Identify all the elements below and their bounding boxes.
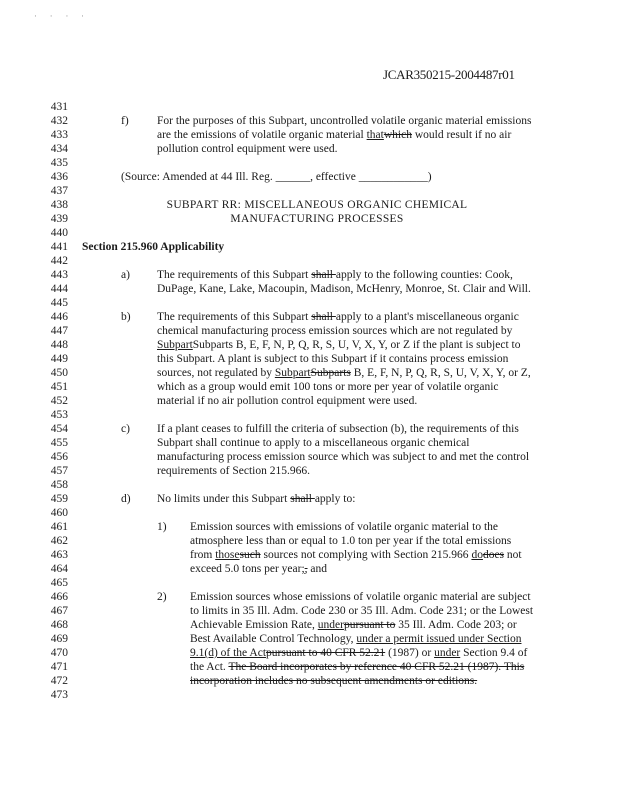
line-number: 464	[50, 563, 68, 575]
line-number: 451	[50, 381, 68, 393]
text-run: sources not complying with Section 215.966	[260, 549, 472, 561]
para-b-line-2: chemical manufacturing process emission sources which are not regulated by	[157, 325, 513, 337]
deleted-text: shall	[311, 269, 336, 281]
deleted-text: Subparts	[310, 367, 351, 379]
para-d1-line-4	[190, 562, 327, 576]
line-number: 450	[50, 367, 68, 379]
deleted-text: such	[239, 549, 261, 561]
text-run: 35 Ill. Adm. Code 203; or	[395, 619, 517, 631]
deleted-text: pursuant to	[343, 619, 396, 631]
line-number: 459	[50, 493, 68, 505]
subpart-heading-line-2: MANUFACTURING PROCESSES	[230, 213, 404, 225]
para-f-label: f)	[121, 115, 129, 127]
line-number: 470	[50, 647, 68, 659]
deleted-text: The Board incorporates by reference 40 CFR 52.21 (1987). This	[228, 661, 525, 673]
para-d2-line-3	[190, 618, 517, 632]
para-d1-line-2: atmosphere less than or equal to 1.0 ton per year if the total emissions	[190, 535, 512, 547]
line-number: 432	[50, 115, 68, 127]
para-b-line-6: which as a group would emit 100 tons or more per year of volatile organic	[157, 381, 499, 393]
line-number: 436	[50, 171, 68, 183]
document-id: JCAR350215-2004487r01	[383, 67, 515, 82]
line-number: 455	[50, 437, 68, 449]
line-number: 469	[50, 633, 68, 645]
para-b-line-1	[157, 310, 519, 324]
para-d1-line-3	[190, 548, 522, 562]
blank-line: ____________	[358, 171, 428, 183]
line-number: 453	[50, 409, 68, 421]
para-b-line-4: this Subpart. A plant is subject to this Subpart if it contains process emission	[157, 353, 509, 365]
line-number: 446	[50, 311, 68, 323]
para-b-line-5	[157, 366, 531, 380]
para-d2-line-4	[190, 632, 521, 646]
line-number: 467	[50, 605, 68, 617]
line-number: 444	[50, 283, 68, 295]
deleted-text: pursuant to 40 CFR 52.21	[266, 647, 386, 659]
text-run: Achievable Emission Rate,	[190, 619, 318, 631]
deleted-text: shall	[290, 493, 315, 505]
line-number: 471	[50, 661, 68, 673]
text-run: sources, not regulated by	[157, 367, 275, 379]
para-b-line-7: material if no air pollution control equipment were used.	[157, 395, 418, 407]
para-d1-label: 1)	[157, 521, 167, 533]
text-run: (1987) or	[385, 647, 435, 659]
line-number: 454	[50, 423, 68, 435]
line-number: 457	[50, 465, 68, 477]
line-number: 435	[50, 157, 68, 169]
para-a-line-1	[157, 268, 513, 282]
deleted-text-plain: Subparts	[192, 339, 234, 351]
text-run: would result if no air	[411, 129, 512, 141]
text-run: apply to:	[314, 493, 356, 505]
line-number: 468	[50, 619, 68, 631]
line-number: 466	[50, 591, 68, 603]
inserted-text: under a permit issued under Section	[356, 633, 522, 645]
deleted-text: does	[482, 549, 505, 561]
line-number: 433	[50, 129, 68, 141]
inserted-text: ;	[301, 563, 305, 575]
para-c-line-2: Subpart shall continue to apply to a miscellaneous organic chemical	[157, 437, 470, 449]
text-run: Section 9.4 of	[460, 647, 528, 659]
text-run: The requirements of this Subpart	[157, 311, 312, 323]
section-heading: Section 215.960 Applicability	[82, 241, 225, 253]
para-f-line-1: For the purposes of this Subpart, uncontrolled volatile organic material emissions	[157, 115, 532, 127]
inserted-text: those	[215, 549, 240, 561]
text-run: (Source: Amended at 44 Ill. Reg.	[121, 171, 276, 183]
para-c-label: c)	[121, 423, 130, 435]
line-number: 445	[50, 297, 68, 309]
text-run: Best Available Control Technology,	[190, 633, 357, 645]
line-number: 458	[50, 479, 68, 491]
text-run: No limits under this Subpart	[157, 493, 291, 505]
line-number: 448	[50, 339, 68, 351]
inserted-text: under	[434, 647, 461, 659]
line-number: 472	[50, 675, 68, 687]
text-run: from	[190, 549, 216, 561]
text-run: B, E, F, N, P, Q, R, S, U, V, X, Y, or Z,	[350, 367, 531, 379]
inserted-text: 9.1(d) of the Act	[190, 647, 267, 659]
para-d-label: d)	[121, 493, 131, 505]
inserted-text: Subpart	[157, 339, 193, 351]
line-number: 438	[50, 199, 68, 211]
para-b-line-3	[157, 338, 520, 352]
text-run: the Act.	[190, 661, 229, 673]
para-d-line-1	[157, 492, 355, 506]
line-number: 465	[50, 577, 68, 589]
source-note	[121, 170, 432, 184]
line-number: 461	[50, 521, 68, 533]
para-d1-line-1: Emission sources with emissions of volatile organic material to the	[190, 521, 498, 533]
para-c-line-1: If a plant ceases to fulfill the criteria of subsection (b), the requirements of this	[157, 423, 519, 435]
inserted-text: do	[471, 549, 483, 561]
line-number: 431	[50, 101, 68, 113]
line-number: 434	[50, 143, 68, 155]
para-c-line-4: requirements of Section 215.966.	[157, 465, 310, 477]
inserted-text: Subpart	[274, 367, 311, 379]
line-number: 443	[50, 269, 68, 281]
inserted-text: that	[366, 129, 384, 141]
para-d2-line-1: Emission sources whose emissions of volatile organic material are subject	[190, 591, 531, 603]
text-run: , effective	[310, 171, 359, 183]
text-run: B, E, F, N, P, Q, R, S, U, V, X, Y, or Z if the plant is subject to	[233, 339, 521, 351]
blank-line: ______	[275, 171, 311, 183]
line-number: 439	[50, 213, 68, 225]
line-number: 449	[50, 353, 68, 365]
inserted-text: under	[317, 619, 344, 631]
para-d2-label: 2)	[157, 591, 167, 603]
text-run: apply to the following counties: Cook,	[335, 269, 513, 281]
line-number: 456	[50, 451, 68, 463]
line-number: 463	[50, 549, 68, 561]
text-run: are the emissions of volatile organic material	[157, 129, 367, 141]
para-f-line-2	[157, 128, 511, 142]
deleted-text: which	[383, 129, 412, 141]
line-number: 473	[50, 689, 68, 701]
text-run: and	[307, 563, 327, 575]
para-a-line-2: DuPage, Kane, Lake, Macoupin, Madison, McHenry, Monroe, St. Clair and Will.	[157, 283, 531, 295]
line-number: 447	[50, 325, 68, 337]
para-d2-line-5	[190, 646, 527, 660]
para-a-label: a)	[121, 269, 130, 281]
line-number: 462	[50, 535, 68, 547]
text-run: not	[504, 549, 522, 561]
para-b-label: b)	[121, 311, 131, 323]
text-run: )	[427, 171, 432, 183]
para-d2-line-7	[190, 674, 477, 688]
text-run: apply to a plant's miscellaneous organic	[335, 311, 519, 323]
deleted-text: ,	[304, 563, 308, 575]
deleted-text: shall	[311, 311, 336, 323]
line-number: 441	[50, 241, 68, 253]
para-d2-line-2: to limits in 35 Ill. Adm. Code 230 or 35 Ill. Adm. Code 231; or the Lowest	[190, 605, 534, 617]
para-d2-line-6	[190, 660, 524, 674]
line-number: 452	[50, 395, 68, 407]
para-f-line-3: pollution control equipment were used.	[157, 143, 338, 155]
line-number: 442	[50, 255, 68, 267]
scan-artifact-marks: · · · ·	[34, 12, 90, 22]
subpart-heading-line-1: SUBPART RR: MISCELLANEOUS ORGANIC CHEMICAL	[166, 199, 468, 211]
para-c-line-3: manufacturing process emission source which was subject to and met the control	[157, 451, 530, 463]
line-number: 437	[50, 185, 68, 197]
text-run: The requirements of this Subpart	[157, 269, 312, 281]
deleted-text: incorporation includes no subsequent amendments or editions.	[190, 675, 478, 687]
line-number: 460	[50, 507, 68, 519]
line-number: 440	[50, 227, 68, 239]
text-run: exceed 5.0 tons per year	[190, 563, 302, 575]
